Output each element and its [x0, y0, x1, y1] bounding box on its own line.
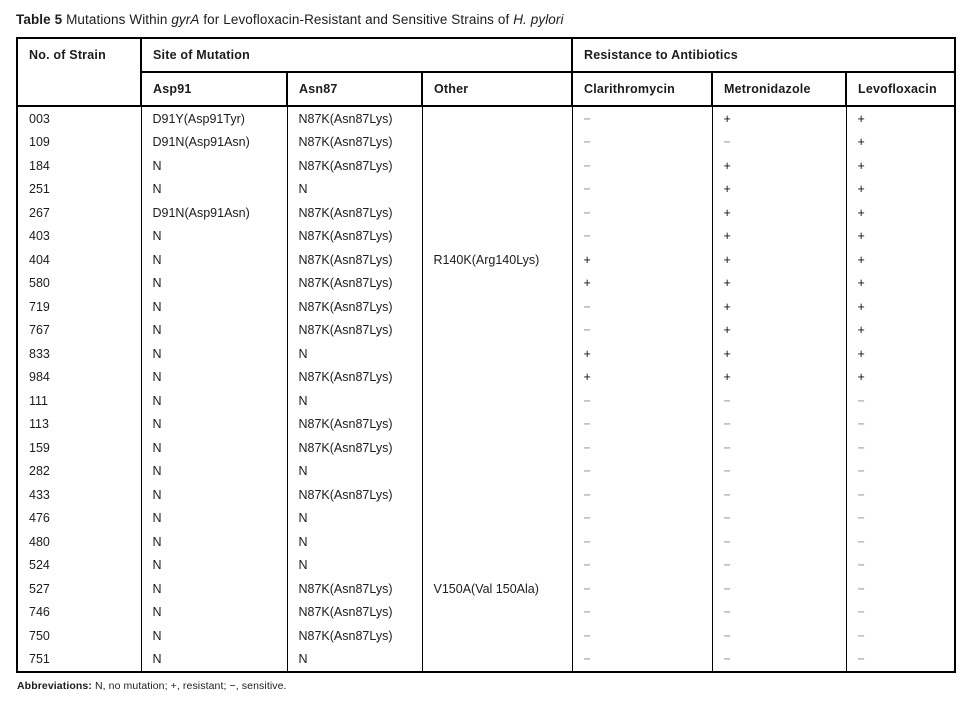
levofloxacin-cell: +	[846, 106, 955, 131]
asn87-cell: N	[287, 389, 422, 413]
asp91-cell: N	[141, 178, 287, 202]
table-row	[17, 389, 955, 413]
table-row	[17, 483, 955, 507]
table-number-label: Table 5	[16, 12, 63, 27]
table-row	[17, 319, 955, 343]
metronidazole-cell: −	[712, 601, 846, 625]
metronidazole-cell: +	[712, 106, 846, 131]
metronidazole-cell: +	[712, 272, 846, 296]
clarithromycin-cell: −	[572, 554, 712, 578]
title-text-1: Mutations Within	[62, 12, 172, 27]
metronidazole-cell: +	[712, 342, 846, 366]
asp91-cell: N	[141, 483, 287, 507]
column-header-other: Other	[422, 72, 572, 106]
asn87-cell: N87K(Asn87Lys)	[287, 319, 422, 343]
asp91-cell: N	[141, 319, 287, 343]
asn87-cell: N87K(Asn87Lys)	[287, 483, 422, 507]
asp91-cell: N	[141, 624, 287, 648]
levofloxacin-cell: −	[846, 624, 955, 648]
column-header-asn87: Asn87	[287, 72, 422, 106]
asp91-cell: N	[141, 295, 287, 319]
strain-cell: 524	[17, 554, 141, 578]
strain-cell: 111	[17, 389, 141, 413]
group-header-resistance: Resistance to Antibiotics	[572, 38, 955, 72]
metronidazole-cell: −	[712, 483, 846, 507]
strain-cell: 750	[17, 624, 141, 648]
asn87-cell: N	[287, 178, 422, 202]
strain-cell: 480	[17, 530, 141, 554]
table-header	[17, 38, 955, 106]
asn87-cell: N87K(Asn87Lys)	[287, 154, 422, 178]
other-mutation-cell	[422, 460, 572, 484]
clarithromycin-cell: −	[572, 319, 712, 343]
asp91-cell: N	[141, 248, 287, 272]
other-mutation-cell	[422, 483, 572, 507]
asp91-cell: N	[141, 507, 287, 531]
group-header-site-of-mutation: Site of Mutation	[141, 38, 572, 72]
asp91-cell: N	[141, 601, 287, 625]
metronidazole-cell: +	[712, 295, 846, 319]
asp91-cell: N	[141, 460, 287, 484]
levofloxacin-cell: −	[846, 389, 955, 413]
strain-cell: 403	[17, 225, 141, 249]
title-text-2: for Levofloxacin-Resistant and Sensitive Strains of	[199, 12, 514, 27]
table-row	[17, 530, 955, 554]
levofloxacin-cell: +	[846, 178, 955, 202]
levofloxacin-cell: −	[846, 413, 955, 437]
metronidazole-cell: −	[712, 624, 846, 648]
table-body	[17, 106, 955, 672]
strain-cell: 767	[17, 319, 141, 343]
abbreviations-label: Abbreviations:	[17, 680, 92, 692]
asp91-cell: N	[141, 342, 287, 366]
other-mutation-cell	[422, 601, 572, 625]
asn87-cell: N87K(Asn87Lys)	[287, 436, 422, 460]
asn87-cell: N	[287, 530, 422, 554]
column-header-metronidazole: Metronidazole	[712, 72, 846, 106]
table-row	[17, 272, 955, 296]
asp91-cell: N	[141, 154, 287, 178]
metronidazole-cell: −	[712, 554, 846, 578]
strain-cell: 267	[17, 201, 141, 225]
clarithromycin-cell: −	[572, 436, 712, 460]
table-row	[17, 507, 955, 531]
metronidazole-cell: −	[712, 507, 846, 531]
metronidazole-cell: +	[712, 201, 846, 225]
levofloxacin-cell: −	[846, 530, 955, 554]
strain-cell: 746	[17, 601, 141, 625]
other-mutation-cell	[422, 178, 572, 202]
clarithromycin-cell: −	[572, 624, 712, 648]
table-row	[17, 577, 955, 601]
asn87-cell: N87K(Asn87Lys)	[287, 624, 422, 648]
clarithromycin-cell: −	[572, 601, 712, 625]
table-row	[17, 436, 955, 460]
metronidazole-cell: −	[712, 648, 846, 673]
levofloxacin-cell: −	[846, 436, 955, 460]
clarithromycin-cell: −	[572, 178, 712, 202]
table-row	[17, 225, 955, 249]
asp91-cell: N	[141, 530, 287, 554]
other-mutation-cell	[422, 106, 572, 131]
clarithromycin-cell: −	[572, 577, 712, 601]
other-mutation-cell: V150A(Val 150Ala)	[422, 577, 572, 601]
header-row-sub	[17, 72, 955, 106]
metronidazole-cell: −	[712, 389, 846, 413]
strain-cell: 159	[17, 436, 141, 460]
clarithromycin-cell: −	[572, 131, 712, 155]
metronidazole-cell: −	[712, 577, 846, 601]
asn87-cell: N87K(Asn87Lys)	[287, 601, 422, 625]
asn87-cell: N87K(Asn87Lys)	[287, 106, 422, 131]
asn87-cell: N87K(Asn87Lys)	[287, 413, 422, 437]
clarithromycin-cell: −	[572, 648, 712, 673]
clarithromycin-cell: −	[572, 106, 712, 131]
column-header-strain: No. of Strain	[17, 38, 141, 106]
table-row	[17, 648, 955, 673]
asn87-cell: N87K(Asn87Lys)	[287, 225, 422, 249]
metronidazole-cell: +	[712, 225, 846, 249]
asn87-cell: N87K(Asn87Lys)	[287, 131, 422, 155]
strain-cell: 984	[17, 366, 141, 390]
clarithromycin-cell: +	[572, 272, 712, 296]
abbreviations-text: N, no mutation; +, resistant; −, sensitive.	[91, 680, 287, 692]
other-mutation-cell	[422, 624, 572, 648]
table-row	[17, 178, 955, 202]
levofloxacin-cell: +	[846, 154, 955, 178]
column-header-levofloxacin: Levofloxacin	[846, 72, 955, 106]
abbreviations-note	[17, 680, 955, 692]
levofloxacin-cell: +	[846, 272, 955, 296]
strain-cell: 113	[17, 413, 141, 437]
clarithromycin-cell: −	[572, 389, 712, 413]
strain-cell: 184	[17, 154, 141, 178]
header-row-groups	[17, 38, 955, 72]
other-mutation-cell: R140K(Arg140Lys)	[422, 248, 572, 272]
levofloxacin-cell: −	[846, 601, 955, 625]
levofloxacin-cell: +	[846, 295, 955, 319]
clarithromycin-cell: +	[572, 366, 712, 390]
asn87-cell: N	[287, 507, 422, 531]
other-mutation-cell	[422, 436, 572, 460]
asp91-cell: N	[141, 225, 287, 249]
other-mutation-cell	[422, 530, 572, 554]
levofloxacin-cell: −	[846, 507, 955, 531]
levofloxacin-cell: +	[846, 366, 955, 390]
asn87-cell: N	[287, 648, 422, 673]
levofloxacin-cell: +	[846, 248, 955, 272]
other-mutation-cell	[422, 225, 572, 249]
asp91-cell: N	[141, 436, 287, 460]
other-mutation-cell	[422, 131, 572, 155]
table-row	[17, 413, 955, 437]
asn87-cell: N87K(Asn87Lys)	[287, 248, 422, 272]
metronidazole-cell: +	[712, 248, 846, 272]
asp91-cell: N	[141, 577, 287, 601]
metronidazole-cell: −	[712, 436, 846, 460]
asp91-cell: N	[141, 272, 287, 296]
strain-cell: 719	[17, 295, 141, 319]
asn87-cell: N	[287, 554, 422, 578]
levofloxacin-cell: −	[846, 483, 955, 507]
other-mutation-cell	[422, 413, 572, 437]
strain-cell: 833	[17, 342, 141, 366]
strain-cell: 476	[17, 507, 141, 531]
asn87-cell: N	[287, 342, 422, 366]
asp91-cell: N	[141, 413, 287, 437]
strain-cell: 109	[17, 131, 141, 155]
other-mutation-cell	[422, 648, 572, 673]
other-mutation-cell	[422, 342, 572, 366]
metronidazole-cell: +	[712, 178, 846, 202]
other-mutation-cell	[422, 201, 572, 225]
levofloxacin-cell: +	[846, 201, 955, 225]
asp91-cell: N	[141, 554, 287, 578]
table-row	[17, 460, 955, 484]
metronidazole-cell: −	[712, 131, 846, 155]
clarithromycin-cell: +	[572, 248, 712, 272]
clarithromycin-cell: −	[572, 460, 712, 484]
asp91-cell: D91N(Asp91Asn)	[141, 201, 287, 225]
other-mutation-cell	[422, 389, 572, 413]
levofloxacin-cell: +	[846, 319, 955, 343]
clarithromycin-cell: −	[572, 413, 712, 437]
other-mutation-cell	[422, 507, 572, 531]
strain-cell: 433	[17, 483, 141, 507]
other-mutation-cell	[422, 295, 572, 319]
clarithromycin-cell: −	[572, 483, 712, 507]
strain-cell: 580	[17, 272, 141, 296]
asp91-cell: D91N(Asp91Asn)	[141, 131, 287, 155]
gene-name-italic: gyrA	[171, 12, 200, 27]
column-header-clarithromycin: Clarithromycin	[572, 72, 712, 106]
table-row	[17, 248, 955, 272]
metronidazole-cell: +	[712, 154, 846, 178]
asn87-cell: N	[287, 460, 422, 484]
strain-cell: 751	[17, 648, 141, 673]
asp91-cell: N	[141, 366, 287, 390]
metronidazole-cell: −	[712, 460, 846, 484]
organism-name-italic: H. pylori	[513, 12, 564, 27]
clarithromycin-cell: −	[572, 154, 712, 178]
levofloxacin-cell: +	[846, 131, 955, 155]
table-row	[17, 154, 955, 178]
strain-cell: 404	[17, 248, 141, 272]
levofloxacin-cell: −	[846, 577, 955, 601]
asp91-cell: N	[141, 648, 287, 673]
table-row	[17, 624, 955, 648]
levofloxacin-cell: +	[846, 225, 955, 249]
metronidazole-cell: +	[712, 319, 846, 343]
asn87-cell: N87K(Asn87Lys)	[287, 272, 422, 296]
table-row	[17, 131, 955, 155]
other-mutation-cell	[422, 554, 572, 578]
clarithromycin-cell: −	[572, 507, 712, 531]
metronidazole-cell: −	[712, 530, 846, 554]
clarithromycin-cell: +	[572, 342, 712, 366]
other-mutation-cell	[422, 366, 572, 390]
table-title	[16, 12, 955, 27]
strain-cell: 003	[17, 106, 141, 131]
levofloxacin-cell: +	[846, 342, 955, 366]
table-row	[17, 106, 955, 131]
clarithromycin-cell: −	[572, 530, 712, 554]
asn87-cell: N87K(Asn87Lys)	[287, 201, 422, 225]
metronidazole-cell: −	[712, 413, 846, 437]
strain-cell: 282	[17, 460, 141, 484]
clarithromycin-cell: −	[572, 201, 712, 225]
mutations-table	[16, 37, 956, 673]
other-mutation-cell	[422, 319, 572, 343]
table-row	[17, 201, 955, 225]
other-mutation-cell	[422, 154, 572, 178]
levofloxacin-cell: −	[846, 460, 955, 484]
table-row	[17, 554, 955, 578]
column-header-asp91: Asp91	[141, 72, 287, 106]
strain-cell: 251	[17, 178, 141, 202]
levofloxacin-cell: −	[846, 554, 955, 578]
levofloxacin-cell: −	[846, 648, 955, 673]
table-row	[17, 601, 955, 625]
clarithromycin-cell: −	[572, 295, 712, 319]
table-row	[17, 342, 955, 366]
asn87-cell: N87K(Asn87Lys)	[287, 366, 422, 390]
clarithromycin-cell: −	[572, 225, 712, 249]
asn87-cell: N87K(Asn87Lys)	[287, 577, 422, 601]
table-row	[17, 295, 955, 319]
strain-cell: 527	[17, 577, 141, 601]
asp91-cell: D91Y(Asp91Tyr)	[141, 106, 287, 131]
metronidazole-cell: +	[712, 366, 846, 390]
asp91-cell: N	[141, 389, 287, 413]
asn87-cell: N87K(Asn87Lys)	[287, 295, 422, 319]
other-mutation-cell	[422, 272, 572, 296]
table-row	[17, 366, 955, 390]
